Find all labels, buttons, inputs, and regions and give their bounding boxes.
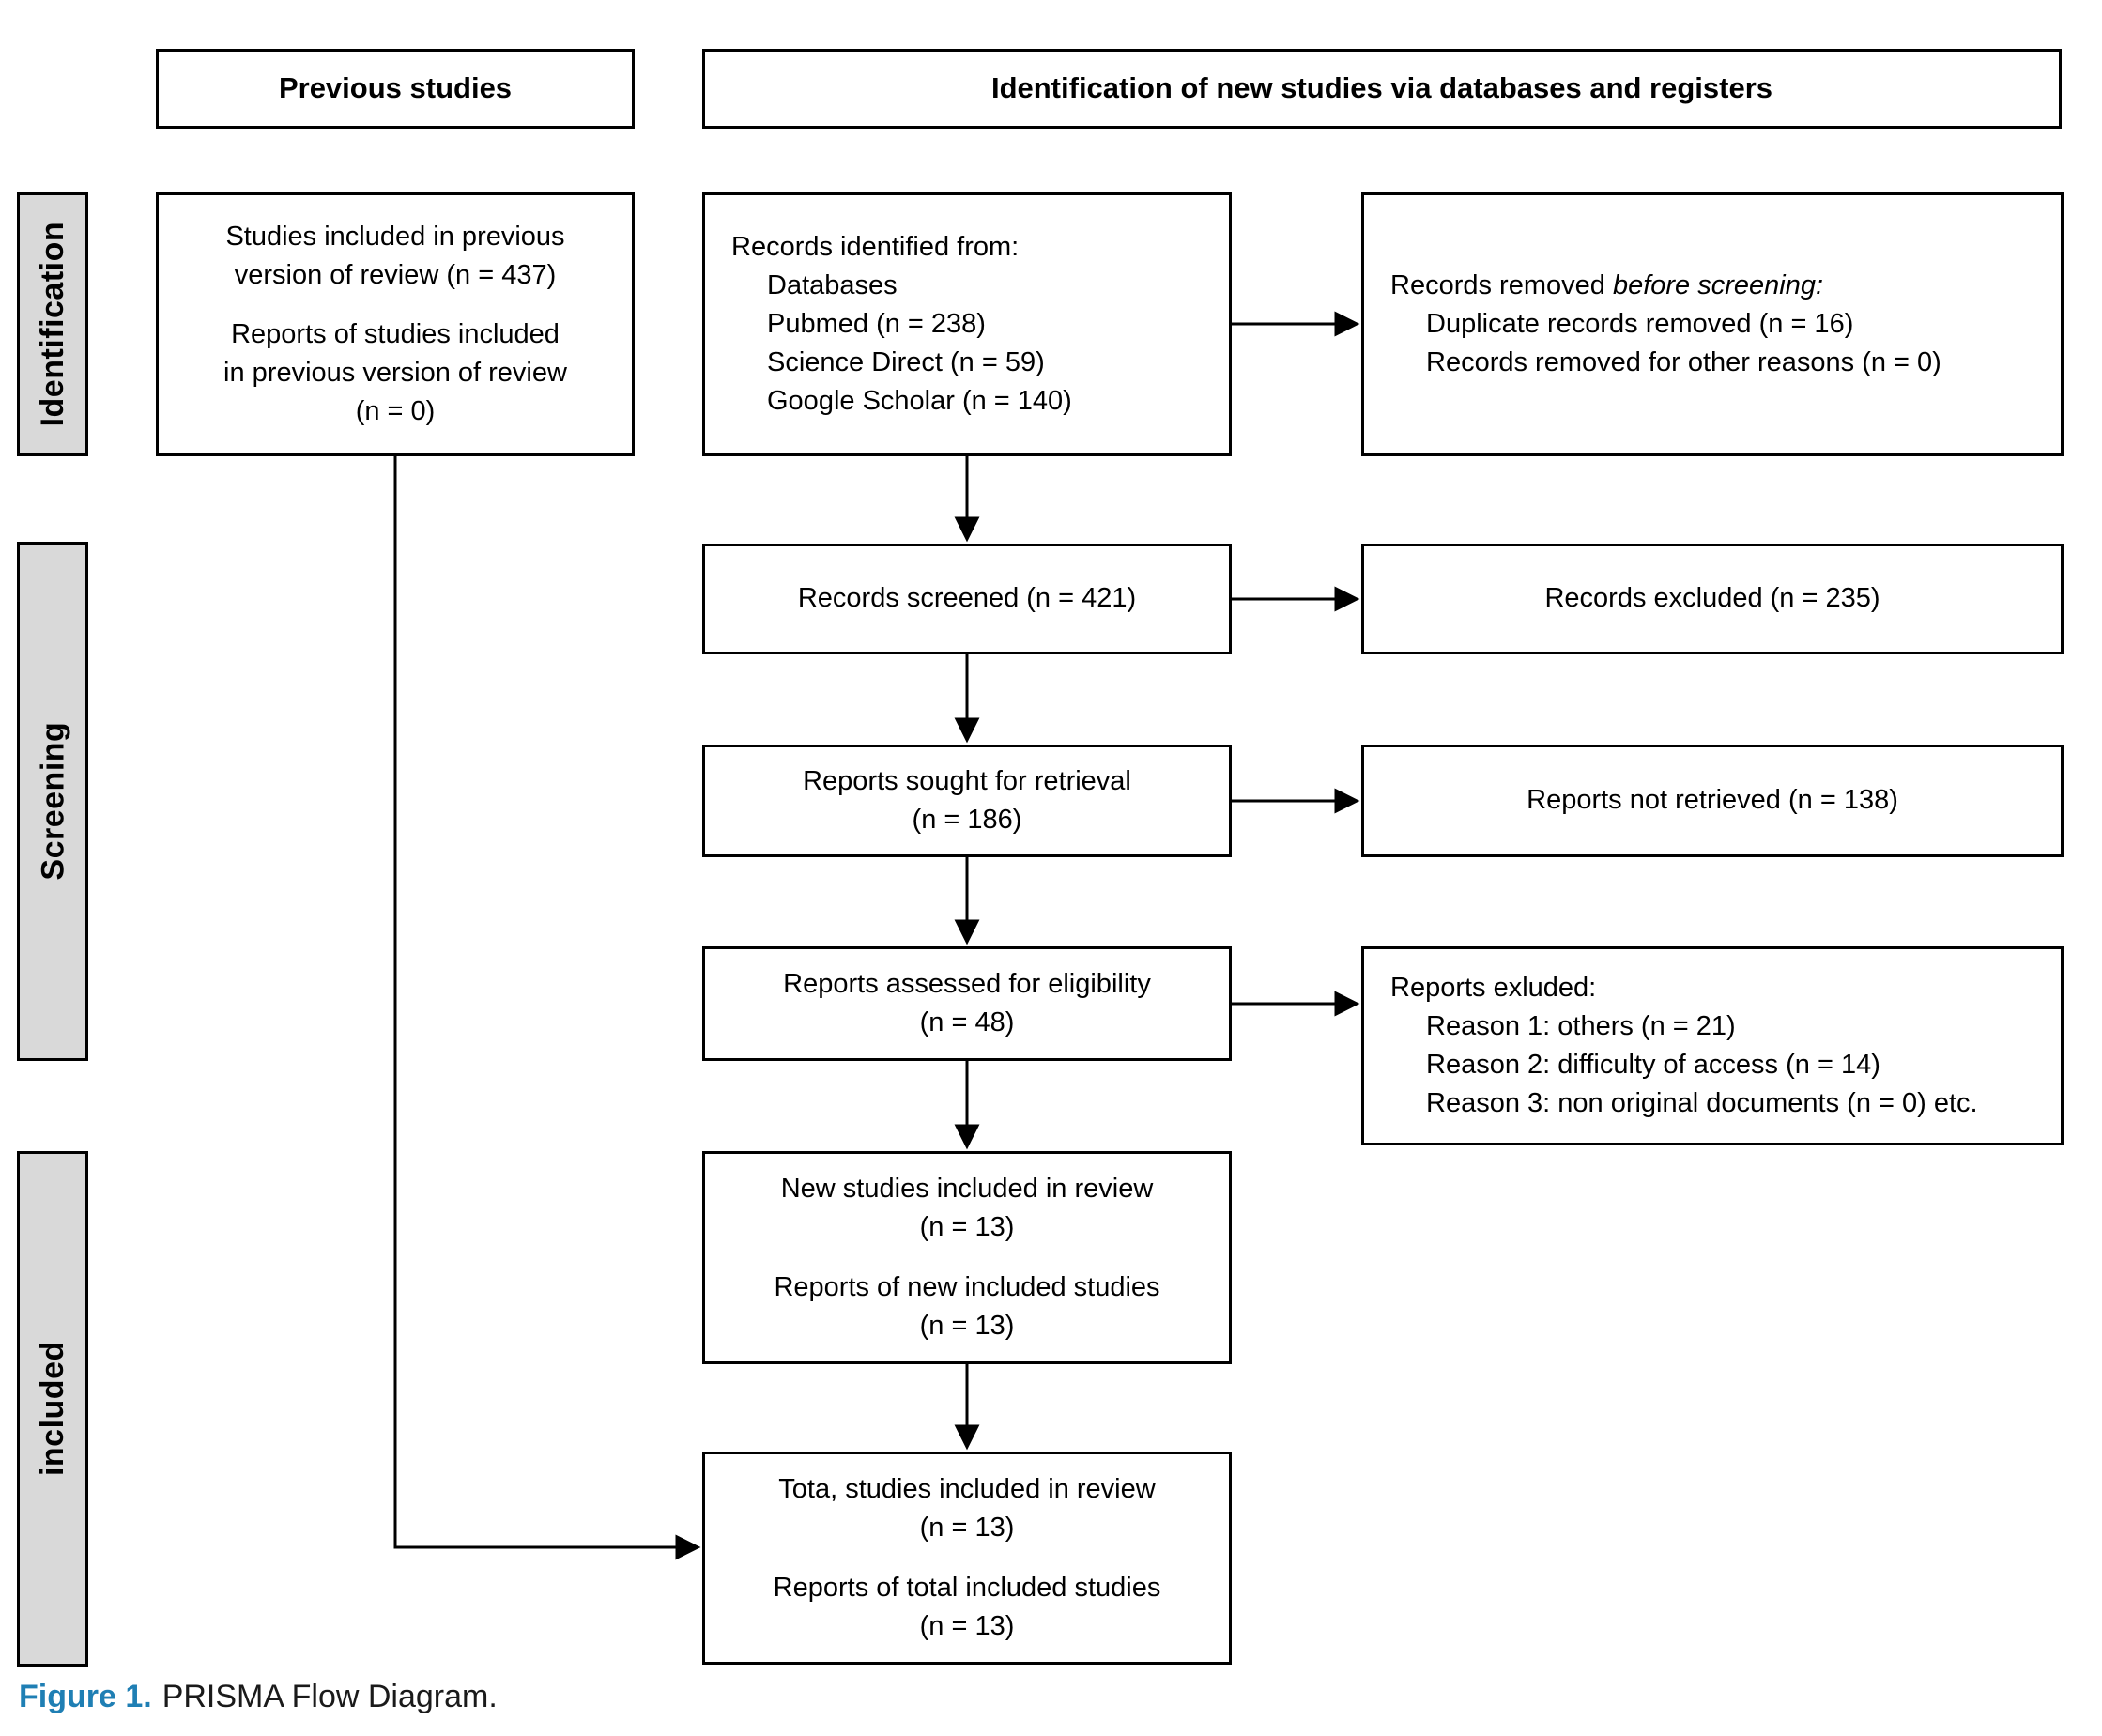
box-line: (n = 186) xyxy=(912,805,1022,835)
box-line: Reports of total included studies xyxy=(773,1572,1161,1603)
box-reports-sought xyxy=(702,745,1232,857)
box-line: version of review (n = 437) xyxy=(234,259,557,290)
box-line: Duplicate records removed (n = 16) xyxy=(1426,308,1854,339)
sidebar-identification-label: Identification xyxy=(34,222,70,427)
box-title: Reports exluded: xyxy=(1390,972,1597,1003)
box-records-identified xyxy=(702,192,1232,456)
box-new-studies-included xyxy=(702,1151,1232,1364)
box-line: Reports sought for retrieval xyxy=(803,765,1131,796)
sidebar-stage-identification xyxy=(17,192,88,456)
box-line: (n = 13) xyxy=(919,1212,1015,1243)
box-line: Reports not retrieved (n = 138) xyxy=(1527,785,1898,816)
box-title-prefix: Records removed xyxy=(1390,269,1613,300)
box-line: (n = 48) xyxy=(919,1007,1015,1037)
box-records-removed xyxy=(1361,192,2064,456)
box-line: Reports assessed for eligibility xyxy=(783,968,1151,999)
header-identification-label: Identification of new studies via databases and registers xyxy=(990,71,1773,105)
box-title: Records identified from: xyxy=(731,231,1020,262)
box-records-screened xyxy=(702,544,1232,654)
sidebar-included-label: included xyxy=(34,1341,70,1477)
box-line: Reports of new included studies xyxy=(774,1271,1160,1302)
box-line: Records screened (n = 421) xyxy=(797,583,1137,614)
box-line: Studies included in previous xyxy=(225,221,565,252)
box-line: Records excluded (n = 235) xyxy=(1544,583,1880,614)
figure-caption-label: Figure 1. xyxy=(19,1679,152,1714)
box-reports-not-retrieved xyxy=(1361,745,2064,857)
box-title xyxy=(1390,267,1823,305)
figure-caption xyxy=(19,1679,498,1715)
box-line: Pubmed (n = 238) xyxy=(767,308,986,339)
box-line: Reason 2: difficulty of access (n = 14) xyxy=(1426,1050,1880,1080)
box-line: Reason 3: non original documents (n = 0) etc. xyxy=(1426,1088,1978,1119)
box-line: (n = 13) xyxy=(919,1610,1015,1641)
box-line: (n = 13) xyxy=(919,1310,1015,1341)
box-line: Reason 1: others (n = 21) xyxy=(1426,1010,1736,1041)
box-title-italic: before screening: xyxy=(1612,269,1824,300)
sidebar-stage-screening xyxy=(17,542,88,1061)
header-previous-studies xyxy=(156,49,635,129)
box-reports-assessed xyxy=(702,946,1232,1061)
box-reports-excluded xyxy=(1361,946,2064,1145)
box-line: (n = 13) xyxy=(919,1513,1015,1544)
sidebar-screening-label: Screening xyxy=(34,722,70,881)
box-line: Records removed for other reasons (n = 0) xyxy=(1426,347,1941,378)
box-line: Google Scholar (n = 140) xyxy=(767,386,1072,417)
figure-caption-text: PRISMA Flow Diagram. xyxy=(161,1679,498,1714)
box-line: Science Direct (n = 59) xyxy=(767,347,1045,378)
box-line: Reports of studies included xyxy=(231,318,560,349)
box-line: (n = 0) xyxy=(355,396,436,427)
box-total-studies-included xyxy=(702,1452,1232,1665)
box-line: New studies included in review xyxy=(780,1174,1154,1205)
box-line: Databases xyxy=(767,269,898,300)
box-line: Tota, studies included in review xyxy=(778,1474,1156,1505)
header-previous-studies-label: Previous studies xyxy=(278,71,513,105)
arrow-previous-to-total xyxy=(395,456,696,1547)
sidebar-stage-included xyxy=(17,1151,88,1667)
box-previous-studies-included xyxy=(156,192,635,456)
box-line: in previous version of review xyxy=(223,358,567,389)
box-records-excluded xyxy=(1361,544,2064,654)
header-identification-new-studies xyxy=(702,49,2062,129)
